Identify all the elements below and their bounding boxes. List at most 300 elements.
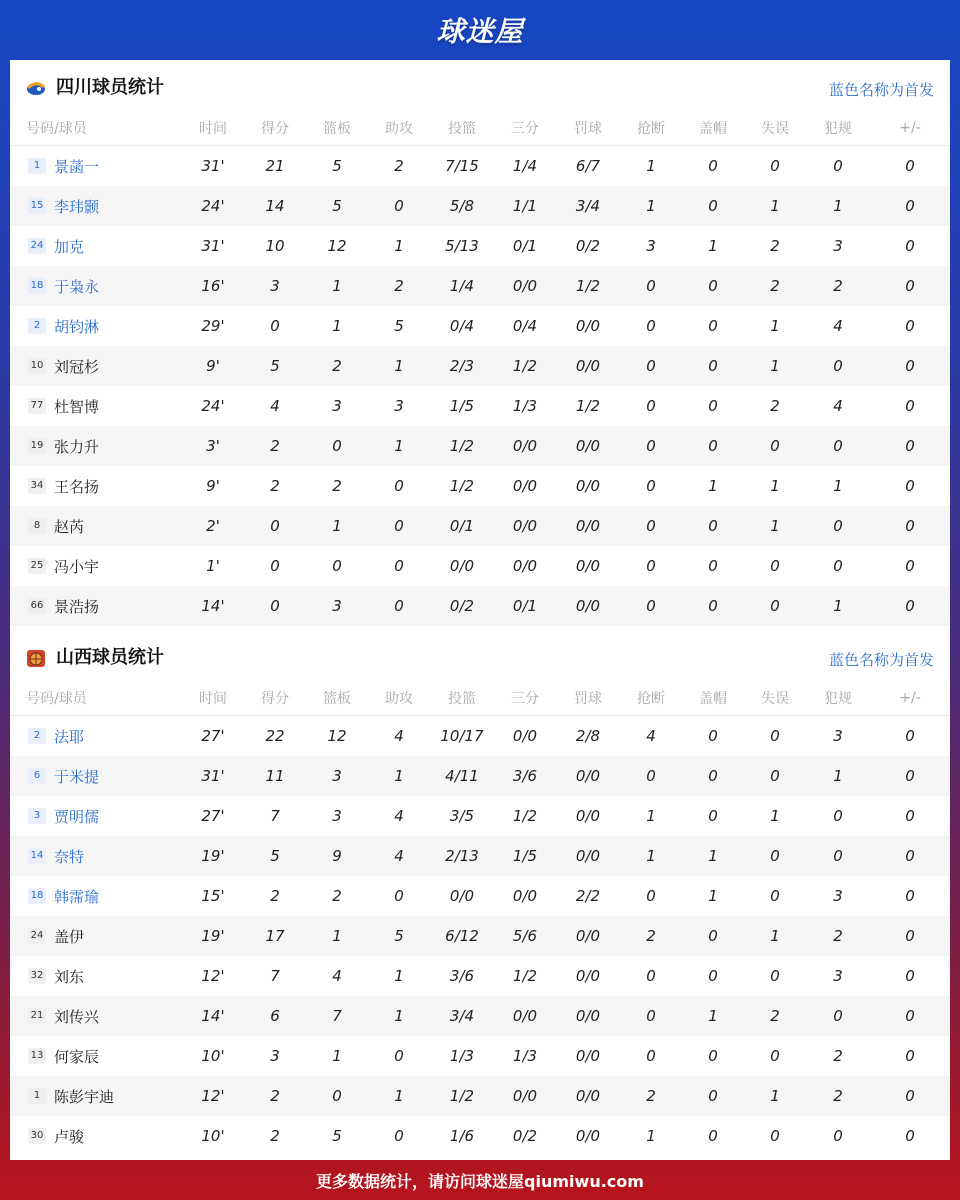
player-name-link[interactable]: 王名扬: [54, 477, 100, 496]
stat-cell: 0/1: [512, 237, 538, 255]
stat-cell: 1: [806, 186, 870, 226]
stat-cell: 5: [244, 346, 306, 386]
table-row[interactable]: [10, 1076, 950, 1116]
stat-cell: 0/0: [449, 557, 475, 575]
stat-cell: 0: [708, 397, 718, 415]
table-row[interactable]: [10, 716, 950, 757]
stat-cell: 1: [368, 426, 430, 466]
stat-cell: 0: [368, 506, 430, 546]
jersey-number-badge: 18: [28, 278, 46, 294]
column-header: 盖帽: [682, 111, 744, 146]
stat-cell: 1/4: [512, 157, 538, 175]
stat-cell: 17: [244, 916, 306, 956]
stat-cell: 0: [905, 237, 915, 255]
stat-cell: 2: [332, 887, 342, 905]
player-name-link[interactable]: 卢骏: [54, 1127, 85, 1146]
stat-cell: 0: [870, 506, 950, 546]
stat-cell: 1: [394, 237, 404, 255]
stat-cell: 5/6: [494, 916, 556, 956]
jersey-number-badge: 3: [28, 808, 46, 824]
player-name-link[interactable]: 于枭永: [54, 277, 100, 296]
stat-cell: 2/2: [575, 887, 601, 905]
stat-cell: 0: [682, 1076, 744, 1116]
stat-cell: 1: [332, 1047, 342, 1065]
stat-cell: 3: [394, 397, 404, 415]
stat-cell: 0: [870, 426, 950, 466]
stat-cell: 0/0: [512, 557, 538, 575]
player-cell: [10, 916, 182, 956]
table-row[interactable]: [10, 796, 950, 836]
player-name-link[interactable]: 韩霈瑜: [54, 887, 100, 906]
stat-cell: 19': [182, 836, 244, 876]
stat-cell: 1: [306, 506, 368, 546]
stat-cell: 0/1: [494, 586, 556, 626]
stat-cell: 0/2: [430, 586, 494, 626]
player-cell: [10, 586, 182, 626]
stat-cell: 0: [620, 586, 682, 626]
stat-cell: 9: [306, 836, 368, 876]
jersey-number-badge: 19: [28, 438, 46, 454]
brand-logo-text: 球迷屋: [436, 15, 524, 48]
stat-cell: 0: [620, 996, 682, 1036]
stat-cell: 24': [201, 397, 225, 415]
stat-cell: 19': [182, 916, 244, 956]
column-header: 篮板: [306, 681, 368, 716]
stat-cell: 2: [368, 266, 430, 306]
column-header: 三分: [494, 111, 556, 146]
stat-cell: 0/0: [449, 887, 475, 905]
player-name-link[interactable]: 于米提: [54, 767, 100, 786]
stat-cell: 0: [833, 1127, 843, 1145]
stat-cell: 1/2: [575, 397, 601, 415]
jersey-number-badge: 13: [28, 1048, 46, 1064]
stat-cell: 0/0: [494, 266, 556, 306]
table-header-row: [10, 111, 950, 146]
player-name-link[interactable]: 冯小宇: [54, 557, 100, 576]
stat-cell: 0: [708, 727, 718, 745]
stat-cell: 2: [806, 916, 870, 956]
stat-cell: 0: [708, 1047, 718, 1065]
player-cell: [10, 146, 182, 187]
table-row[interactable]: [10, 876, 950, 916]
stat-cell: 0/0: [512, 887, 538, 905]
stat-cell: 2: [244, 426, 306, 466]
stat-cell: 3: [306, 586, 368, 626]
player-name-link[interactable]: 刘传兴: [54, 1007, 100, 1026]
jersey-number-badge: 24: [28, 238, 46, 254]
stat-cell: 3: [332, 397, 342, 415]
table-row[interactable]: [10, 836, 950, 876]
stat-cell: 1: [770, 807, 780, 825]
stat-cell: 2: [270, 887, 280, 905]
jersey-number-badge: 66: [28, 598, 46, 614]
column-header: 罚球: [556, 111, 620, 146]
stat-cell: 2: [332, 477, 342, 495]
stat-cell: 3: [306, 756, 368, 796]
stat-cell: 1/2: [512, 967, 538, 985]
player-cell: [10, 1076, 182, 1116]
stat-cell: 0: [744, 426, 806, 466]
stat-cell: 0: [682, 346, 744, 386]
stat-cell: 0: [905, 557, 915, 575]
stat-cell: 2': [182, 506, 244, 546]
column-header: 抢断: [620, 111, 682, 146]
stat-cell: 0/1: [430, 506, 494, 546]
stat-cell: 0: [806, 506, 870, 546]
column-header: 助攻: [368, 111, 430, 146]
starter-legend-note: 蓝色名称为首发: [828, 651, 934, 669]
player-cell: [10, 346, 182, 386]
column-header: 抢断: [620, 681, 682, 716]
stat-cell: 0: [905, 1127, 915, 1145]
stat-cell: 0/0: [494, 426, 556, 466]
table-row[interactable]: [10, 506, 950, 546]
stat-cell: 0: [870, 346, 950, 386]
stat-cell: 0: [244, 586, 306, 626]
player-name-link[interactable]: 赵芮: [54, 517, 85, 536]
stat-cell: 0: [332, 557, 342, 575]
starter-legend-note: 蓝色名称为首发: [828, 81, 934, 99]
stat-cell: 2: [306, 346, 368, 386]
table-row[interactable]: [10, 916, 950, 956]
stat-cell: 7: [270, 967, 280, 985]
stat-cell: 0/0: [575, 557, 601, 575]
stat-cell: 0: [708, 557, 718, 575]
stat-cell: 3: [332, 807, 342, 825]
table-row[interactable]: [10, 386, 950, 426]
stat-cell: 1/6: [449, 1127, 475, 1145]
stat-cell: 11: [244, 756, 306, 796]
stat-cell: 0: [870, 586, 950, 626]
stat-cell: 21: [265, 157, 285, 175]
player-cell: [10, 756, 182, 796]
stat-cell: 0: [870, 916, 950, 956]
table-row[interactable]: [10, 996, 950, 1036]
stat-cell: 0/2: [512, 1127, 538, 1145]
stat-cell: 0: [368, 586, 430, 626]
player-name-link[interactable]: 胡钧淋: [54, 317, 100, 336]
table-row[interactable]: [10, 1036, 950, 1076]
stat-cell: 0: [770, 1047, 780, 1065]
jersey-number-badge: 25: [28, 558, 46, 574]
stat-cell: 0: [682, 756, 744, 796]
stat-cell: 0: [770, 887, 780, 905]
stat-cell: 10': [201, 1127, 225, 1145]
team-section-header: [10, 60, 950, 116]
stat-cell: 0: [620, 266, 682, 306]
stat-cell: 1/3: [512, 1047, 538, 1065]
stat-cell: 1/2: [430, 426, 494, 466]
stat-cell: 0: [682, 426, 744, 466]
column-header: 篮板: [306, 111, 368, 146]
stat-cell: 5: [306, 186, 368, 226]
stats-panel: [10, 60, 950, 1160]
stat-cell: 3: [833, 727, 843, 745]
table-header-row: [10, 681, 950, 716]
stat-cell: 3/6: [494, 756, 556, 796]
stat-cell: 1: [744, 346, 806, 386]
stat-cell: 0: [870, 186, 950, 226]
player-cell: [10, 266, 182, 306]
stat-cell: 1: [708, 477, 718, 495]
column-header: 犯规: [806, 111, 870, 146]
stat-cell: 0: [394, 477, 404, 495]
stat-cell: 2: [270, 1127, 280, 1145]
stat-cell: 3: [833, 237, 843, 255]
jersey-number-badge: 32: [28, 968, 46, 984]
column-header: 时间: [182, 111, 244, 146]
stat-cell: 1/4: [430, 266, 494, 306]
stat-cell: 0: [244, 506, 306, 546]
player-stats-table: [10, 111, 950, 626]
stat-cell: 0: [770, 557, 780, 575]
stat-cell: 1: [770, 317, 780, 335]
stat-cell: 0: [646, 317, 656, 335]
column-header: 号码/球员: [10, 111, 182, 146]
player-cell: [10, 836, 182, 876]
player-name-link[interactable]: 景菡一: [54, 157, 100, 176]
stat-cell: 0: [708, 1127, 718, 1145]
table-row[interactable]: [10, 146, 950, 187]
column-header: +/-: [870, 111, 950, 146]
stat-cell: 2: [806, 266, 870, 306]
stat-cell: 1/3: [512, 397, 538, 415]
stat-cell: 9': [206, 477, 220, 495]
stat-cell: 0: [708, 807, 718, 825]
stat-cell: 0/0: [556, 916, 620, 956]
stat-cell: 0: [905, 807, 915, 825]
stat-cell: 0: [646, 397, 656, 415]
stat-cell: 2: [394, 157, 404, 175]
team-title: 四川球员统计: [56, 77, 164, 98]
stat-cell: 6/7: [575, 157, 601, 175]
player-name-link[interactable]: 何家辰: [54, 1047, 100, 1066]
stat-cell: 1: [368, 756, 430, 796]
stat-cell: 1: [368, 1076, 430, 1116]
player-name-link[interactable]: 陈彭宇迪: [54, 1087, 115, 1106]
table-row[interactable]: [10, 306, 950, 346]
stat-cell: 0: [806, 346, 870, 386]
player-name-link[interactable]: 景浩扬: [54, 597, 100, 616]
stat-cell: 0: [744, 756, 806, 796]
stat-cell: 1: [744, 506, 806, 546]
stat-cell: 5/13: [445, 237, 479, 255]
stat-cell: 1: [682, 836, 744, 876]
stat-cell: 1: [368, 996, 430, 1036]
jersey-number-badge: 1: [28, 158, 46, 174]
stat-cell: 4: [394, 727, 404, 745]
stat-cell: 27': [201, 807, 225, 825]
player-cell: [10, 226, 182, 266]
stat-cell: 0: [905, 317, 915, 335]
stat-cell: 2/3: [430, 346, 494, 386]
stat-cell: 27': [201, 727, 225, 745]
stat-cell: 1: [646, 1127, 656, 1145]
stat-cell: 1': [206, 557, 220, 575]
table-row[interactable]: [10, 226, 950, 266]
jersey-number-badge: 77: [28, 398, 46, 414]
stat-cell: 9': [182, 346, 244, 386]
stat-cell: 0/4: [449, 317, 475, 335]
stat-cell: 0/0: [556, 346, 620, 386]
jersey-number-badge: 1: [28, 1088, 46, 1104]
table-row[interactable]: [10, 266, 950, 306]
player-name-link[interactable]: 杜智博: [54, 397, 100, 416]
column-header: 号码/球员: [10, 681, 182, 716]
stat-cell: 0: [368, 186, 430, 226]
stat-cell: 4/11: [430, 756, 494, 796]
stat-cell: 29': [201, 317, 225, 335]
column-header: 时间: [182, 681, 244, 716]
stat-cell: 0: [870, 836, 950, 876]
stat-cell: 0/0: [556, 996, 620, 1036]
column-header: 失误: [744, 681, 806, 716]
stat-cell: 22: [265, 727, 285, 745]
stat-cell: 1: [620, 836, 682, 876]
stat-cell: 1: [806, 586, 870, 626]
table-row[interactable]: [10, 426, 950, 466]
player-name-link[interactable]: 加克: [54, 237, 85, 256]
stat-cell: 7: [306, 996, 368, 1036]
stat-cell: 4: [332, 967, 342, 985]
stat-cell: 16': [182, 266, 244, 306]
table-row[interactable]: [10, 466, 950, 506]
column-header: 投篮: [430, 681, 494, 716]
table-row[interactable]: [10, 756, 950, 796]
stat-cell: 6: [244, 996, 306, 1036]
stat-cell: 0: [806, 426, 870, 466]
stat-cell: 0: [708, 317, 718, 335]
stat-cell: 1: [394, 967, 404, 985]
table-row[interactable]: [10, 586, 950, 626]
stat-cell: 10': [201, 1047, 225, 1065]
stat-cell: 0/0: [494, 1076, 556, 1116]
column-header: +/-: [870, 681, 950, 716]
stat-cell: 4: [646, 727, 656, 745]
stat-cell: 0: [646, 967, 656, 985]
stat-cell: 1: [368, 346, 430, 386]
player-name-link[interactable]: 刘东: [54, 967, 85, 986]
player-cell: [10, 546, 182, 586]
stat-cell: 0/0: [575, 317, 601, 335]
stat-cell: 31': [182, 756, 244, 796]
player-cell: [10, 876, 182, 916]
stat-cell: 1/5: [449, 397, 475, 415]
stat-cell: 0: [708, 157, 718, 175]
player-name-link[interactable]: 盖伊: [54, 927, 85, 946]
stat-cell: 1: [620, 186, 682, 226]
footer-banner[interactable]: 更多数据统计，请访问球迷屋qiumiwu.com: [316, 1171, 644, 1191]
stat-cell: 0: [620, 756, 682, 796]
stat-cell: 0: [870, 1076, 950, 1116]
stat-cell: 1/2: [430, 1076, 494, 1116]
stat-cell: 10: [265, 237, 285, 255]
table-row[interactable]: [10, 956, 950, 996]
stat-cell: 2: [244, 1076, 306, 1116]
stat-cell: 0: [306, 426, 368, 466]
column-header: 助攻: [368, 681, 430, 716]
column-header: 盖帽: [682, 681, 744, 716]
stat-cell: 3: [833, 887, 843, 905]
jersey-number-badge: 2: [28, 318, 46, 334]
stat-cell: 4: [833, 397, 843, 415]
player-cell: [10, 796, 182, 836]
jersey-number-badge: 24: [28, 928, 46, 944]
jersey-number-badge: 30: [28, 1128, 46, 1144]
table-row[interactable]: [10, 546, 950, 586]
stat-cell: 0: [306, 1076, 368, 1116]
table-row[interactable]: [10, 186, 950, 226]
player-name-link[interactable]: 张力升: [54, 437, 100, 456]
stat-cell: 6/12: [430, 916, 494, 956]
player-name-link[interactable]: 贾明儒: [54, 807, 100, 826]
stat-cell: 2/13: [430, 836, 494, 876]
stat-cell: 0: [708, 967, 718, 985]
stat-cell: 1/2: [556, 266, 620, 306]
table-row[interactable]: [10, 346, 950, 386]
player-cell: [10, 1036, 182, 1076]
stat-cell: 0: [905, 1047, 915, 1065]
stat-cell: 0: [833, 807, 843, 825]
stat-cell: 5: [368, 916, 430, 956]
stat-cell: 2: [833, 1047, 843, 1065]
stat-cell: 2: [806, 1076, 870, 1116]
player-name-link[interactable]: 奈特: [54, 847, 85, 866]
team-title: 山西球员统计: [56, 647, 164, 668]
jersey-number-badge: 15: [28, 198, 46, 214]
player-cell: [10, 386, 182, 426]
player-name-link[interactable]: 李玮颢: [54, 197, 100, 216]
stat-cell: 4: [270, 397, 280, 415]
stat-cell: 0/0: [494, 506, 556, 546]
player-cell: [10, 426, 182, 466]
stat-cell: 24': [182, 186, 244, 226]
stat-cell: 0: [620, 426, 682, 466]
stat-cell: 0: [870, 996, 950, 1036]
stat-cell: 0: [806, 836, 870, 876]
stat-cell: 5: [394, 317, 404, 335]
stat-cell: 12': [201, 967, 225, 985]
table-row[interactable]: [10, 1116, 950, 1156]
player-name-link[interactable]: 刘冠杉: [54, 357, 100, 376]
stat-cell: 0/0: [494, 996, 556, 1036]
stat-cell: 31': [201, 237, 225, 255]
stat-cell: 2/8: [575, 727, 601, 745]
player-name-link[interactable]: 法耶: [54, 727, 85, 746]
stat-cell: 15': [201, 887, 225, 905]
stat-cell: 0: [646, 557, 656, 575]
stat-cell: 1/5: [494, 836, 556, 876]
jersey-number-badge: 6: [28, 768, 46, 784]
stat-cell: 0: [394, 1047, 404, 1065]
stat-cell: 3: [270, 1047, 280, 1065]
stat-cell: 2: [770, 237, 780, 255]
stat-cell: 5: [244, 836, 306, 876]
player-stats-table: [10, 681, 950, 1156]
stat-cell: 1: [306, 266, 368, 306]
stat-cell: 4: [368, 836, 430, 876]
stat-cell: 3/6: [449, 967, 475, 985]
stat-cell: 0: [905, 477, 915, 495]
stat-cell: 0: [770, 1127, 780, 1145]
stat-cell: 0: [905, 967, 915, 985]
app-header: [0, 0, 960, 60]
stat-cell: 0: [394, 557, 404, 575]
stat-cell: 3/4: [430, 996, 494, 1036]
jersey-number-badge: 14: [28, 848, 46, 864]
stat-cell: 0: [905, 887, 915, 905]
stat-cell: 1: [332, 317, 342, 335]
